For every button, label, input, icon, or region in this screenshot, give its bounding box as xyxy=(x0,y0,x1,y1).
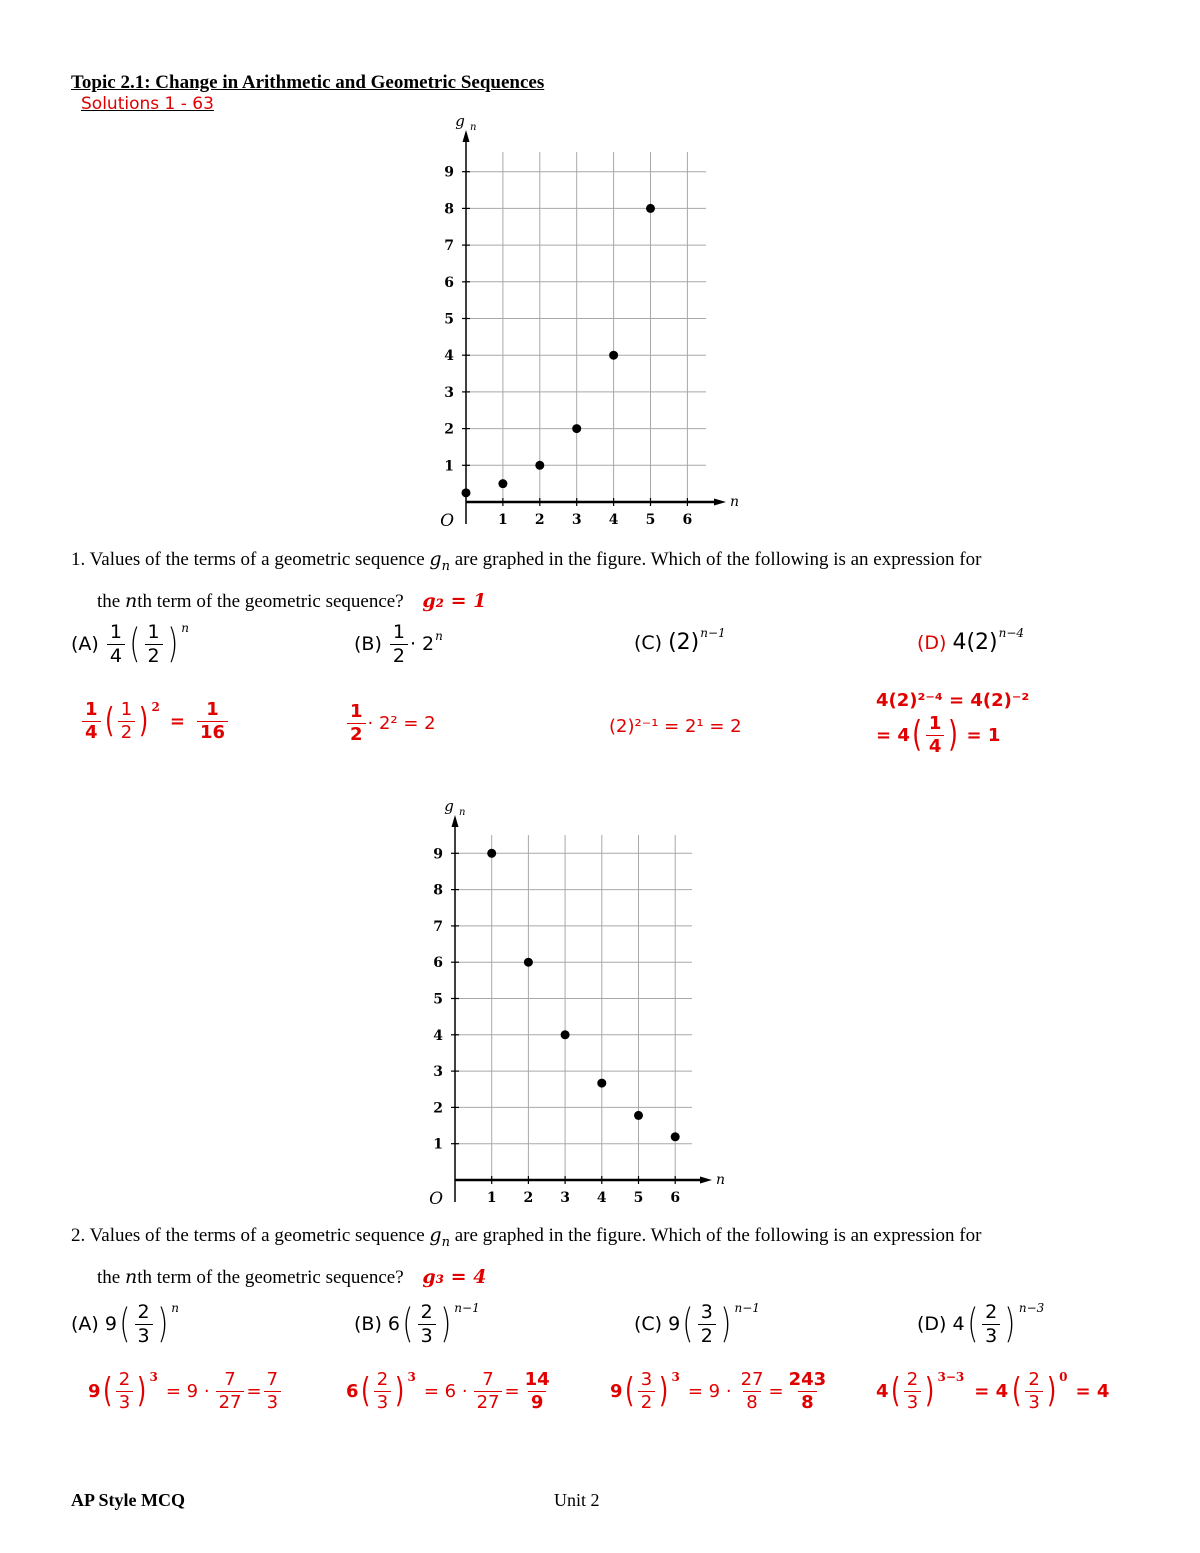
data-point xyxy=(487,849,496,858)
x-axis-label: n xyxy=(716,1172,726,1188)
x-tick-label: 5 xyxy=(633,1190,644,1206)
y-tick-label: 4 xyxy=(433,1027,443,1044)
x-axis-arrow xyxy=(700,1177,712,1184)
exponent: n−4 xyxy=(998,625,1025,640)
frac-den: 3 xyxy=(374,1391,391,1413)
data-point xyxy=(498,479,507,488)
y-tick-label: 8 xyxy=(433,882,443,899)
y-axis-arrow xyxy=(463,130,470,142)
q1-gn-symbol: $g_n$ xyxy=(429,548,450,574)
solution-text: · 2² = 2 xyxy=(367,712,436,734)
frac-num: 2 xyxy=(420,1301,433,1323)
exponent: 3 xyxy=(149,1370,158,1385)
frac-den: 3 xyxy=(904,1391,921,1413)
q1-choice-c[interactable] xyxy=(634,625,726,655)
exponent: n−1 xyxy=(734,1301,760,1316)
expr-coef: 4 xyxy=(952,1313,965,1336)
q1-solution-b: $\frac{1}{2}$ · 2² = 2 xyxy=(345,702,436,745)
x-tick-label: 2 xyxy=(523,1190,534,1206)
frac-num: 1 xyxy=(392,621,405,643)
x-tick-label: 2 xyxy=(534,512,545,528)
expr-coef: 6 xyxy=(387,1313,400,1336)
data-point xyxy=(609,351,618,360)
data-point xyxy=(572,424,581,433)
q1-solution-c xyxy=(609,716,742,737)
y-tick-label: 9 xyxy=(433,846,443,863)
frac-num: 3 xyxy=(640,1369,653,1390)
q1-solution-d-line-1 xyxy=(876,690,1029,711)
q2-solution-c: 9 ( $\frac{3}{2}$ ) $^3$ = 9 · $\frac{27}{8}$ = $\frac{243}{8}$ xyxy=(610,1370,831,1413)
frac-num: 14 xyxy=(524,1369,550,1390)
solution-text: (2)²⁻¹ = 2¹ = 2 xyxy=(609,716,742,737)
frac-num: 7 xyxy=(224,1369,236,1390)
frac-den: 4 xyxy=(107,644,125,667)
data-point xyxy=(646,204,655,213)
sol-end: = 4 xyxy=(1075,1380,1110,1402)
q1-text-c: the xyxy=(97,590,121,612)
x-tick-label: 3 xyxy=(560,1190,570,1206)
frac-num: 3 xyxy=(700,1301,713,1323)
x-axis-arrow xyxy=(714,499,726,506)
y-tick-label: 2 xyxy=(433,1100,443,1117)
footer-left: AP Style MCQ xyxy=(71,1490,185,1510)
sol-mid: = 9 · xyxy=(687,1380,732,1402)
frac-num: 243 xyxy=(788,1369,827,1390)
data-point xyxy=(597,1079,606,1088)
choice-label: (A) xyxy=(71,1313,99,1336)
exponent: 3 xyxy=(407,1370,416,1385)
choice-label: (C) xyxy=(634,1313,663,1336)
data-point xyxy=(535,461,544,470)
expr-coef: 9 xyxy=(104,1313,117,1336)
y-tick-label: 8 xyxy=(444,201,454,218)
expr-rest: · 2 xyxy=(409,633,435,656)
exponent: n−1 xyxy=(700,625,726,640)
title-text: Topic 2.1: Change in Arithmetic and Geometric Sequences xyxy=(71,72,545,93)
y-tick-label: 7 xyxy=(433,918,443,935)
y-tick-label: 2 xyxy=(444,421,454,438)
y-tick-label: 1 xyxy=(433,1136,443,1153)
q1-solution-d-line-2: = 4 ( $\frac{1}{4}$ ) = 1 xyxy=(876,713,1001,757)
q1-given-value: g₂ = 1 xyxy=(422,589,487,612)
expr-coef: 4 xyxy=(952,630,967,655)
data-point xyxy=(524,958,533,967)
sol-coef: 9 xyxy=(610,1380,623,1402)
data-point xyxy=(462,488,471,497)
sol-coef: 9 xyxy=(88,1380,101,1402)
equals: = xyxy=(169,710,185,732)
choice-label: (A) xyxy=(71,633,99,656)
q2-text-b: are graphed in the figure. Which of the following is an expression for xyxy=(454,1225,982,1246)
frac-num: 1 xyxy=(206,699,219,720)
sol-mid: = 6 · xyxy=(423,1380,468,1402)
page-title xyxy=(71,72,544,114)
y-tick-label: 6 xyxy=(433,955,443,972)
x-tick-label: 6 xyxy=(670,1190,681,1206)
choice-label: (C) xyxy=(634,631,663,654)
frac-den: 8 xyxy=(743,1391,760,1413)
exponent: 3−3 xyxy=(937,1370,965,1385)
solution-text: = 1 xyxy=(966,724,1001,746)
frac-num: 2 xyxy=(906,1369,919,1390)
data-point xyxy=(561,1030,570,1039)
expr-base: (2) xyxy=(668,630,700,655)
y-tick-label: 1 xyxy=(444,458,454,475)
frac-den: 3 xyxy=(418,1324,436,1347)
q1-text-b: are graphed in the figure. Which of the following is an expression for xyxy=(454,549,982,570)
frac-den: 2 xyxy=(698,1324,716,1347)
frac-num: 2 xyxy=(985,1301,998,1323)
y-tick-label: 4 xyxy=(444,348,454,365)
x-tick-label: 5 xyxy=(645,512,656,528)
frac-den: 16 xyxy=(197,721,228,743)
data-point xyxy=(671,1132,680,1141)
frac-num: 2 xyxy=(137,1301,150,1323)
frac-den: 2 xyxy=(390,644,408,667)
exponent: n xyxy=(435,629,443,644)
y-tick-label: 5 xyxy=(444,311,454,328)
frac-den: 3 xyxy=(982,1324,1000,1347)
graph-2 xyxy=(415,795,745,1210)
q2-given-value: g₃ = 4 xyxy=(422,1265,487,1288)
question-1 xyxy=(71,542,981,619)
exponent: n xyxy=(171,1301,179,1316)
sol-mid: = 9 · xyxy=(165,1380,210,1402)
q2-gn-symbol: $g_n$ xyxy=(429,1224,450,1250)
y-tick-label: 3 xyxy=(433,1064,443,1081)
frac-num: 27 xyxy=(740,1369,764,1390)
x-tick-label: 4 xyxy=(608,512,619,528)
y-tick-label: 5 xyxy=(433,991,443,1008)
choice-label-correct: (D) xyxy=(917,631,947,654)
origin-label: O xyxy=(429,1189,443,1209)
frac-num: 1 xyxy=(109,621,122,643)
y-axis-subscript: n xyxy=(459,807,466,818)
q2-choice-a[interactable]: (A) 9 ( $\frac{2}{3}$ ) $^n$ xyxy=(71,1301,179,1348)
q2-text-d: th term of the geometric sequence? xyxy=(137,1266,404,1288)
y-axis-label: g xyxy=(444,797,454,815)
exponent: n−1 xyxy=(454,1301,480,1316)
q2-choice-b[interactable]: (B) 6 ( $\frac{2}{3}$ ) $^{n-1}$ xyxy=(354,1301,480,1348)
q2-n-symbol: n xyxy=(124,1265,138,1288)
solutions-range: Solutions 1 - 63 xyxy=(81,94,214,114)
frac-den: 3 xyxy=(135,1324,153,1347)
q2-choice-d[interactable]: (D) 4 ( $\frac{2}{3}$ ) $^{n-3}$ xyxy=(917,1301,1045,1348)
y-tick-label: 6 xyxy=(444,274,454,291)
q1-text-d: th term of the geometric sequence? xyxy=(137,590,404,612)
y-axis-subscript: n xyxy=(470,122,477,133)
sol-coef: 6 xyxy=(346,1380,359,1402)
question-1-line-1 xyxy=(71,542,981,584)
solution-text: = 4 xyxy=(876,724,910,746)
footer-center: Unit 2 xyxy=(554,1490,600,1510)
exponent: 2 xyxy=(151,700,160,715)
frac-den: 2 xyxy=(638,1391,655,1413)
x-tick-label: 4 xyxy=(596,1190,607,1206)
question-2-line-1 xyxy=(71,1218,981,1260)
frac-num: 7 xyxy=(482,1369,494,1390)
frac-den: 3 xyxy=(116,1391,133,1413)
exponent: n−3 xyxy=(1018,1301,1045,1316)
sol-mid: = 4 xyxy=(974,1380,1009,1402)
q2-text-a: 2. Values of the terms of a geometric sequence xyxy=(71,1225,425,1246)
q2-choice-c[interactable]: (C) 9 ( $\frac{3}{2}$ ) $^{n-1}$ xyxy=(634,1301,760,1348)
exponent: 0 xyxy=(1059,1370,1068,1385)
q2-text-c: the xyxy=(97,1266,121,1288)
solution-text: 4(2)²⁻⁴ = 4(2)⁻² xyxy=(876,690,1030,711)
frac-den: 27 xyxy=(474,1391,503,1413)
choice-label: (B) xyxy=(354,1313,382,1336)
x-tick-label: 3 xyxy=(571,512,582,528)
frac-den: 2 xyxy=(145,644,163,667)
graph-1 xyxy=(415,112,745,532)
frac-num: 2 xyxy=(376,1369,389,1390)
choice-label: (B) xyxy=(354,633,382,656)
sol-coef: 4 xyxy=(876,1380,889,1402)
frac-num: 1 xyxy=(928,713,942,734)
exponent: 3 xyxy=(671,1370,680,1385)
frac-num: 2 xyxy=(118,1369,131,1390)
question-2-line-2 xyxy=(71,1260,981,1295)
q1-n-symbol: n xyxy=(124,589,138,612)
q2-solution-d: 4 ( $\frac{2}{3}$ ) $^{3-3}$ = 4 ( $\frac{2}{3}$ ) $^0$ = 4 xyxy=(876,1369,1110,1413)
frac-num: 7 xyxy=(266,1369,279,1390)
q2-solution-b: 6 ( $\frac{2}{3}$ ) $^3$ = 6 · $\frac{7}{27}$ = $\frac{14}{9}$ xyxy=(346,1370,555,1413)
x-axis-label: n xyxy=(730,494,740,510)
expr-base: (2) xyxy=(966,630,998,655)
x-tick-label: 6 xyxy=(682,512,693,528)
y-tick-label: 9 xyxy=(444,164,454,181)
frac-den: 8 xyxy=(798,1391,817,1413)
choice-label: (D) xyxy=(917,1313,947,1336)
q2-solution-a: 9 ( $\frac{2}{3}$ ) $^3$ = 9 · $\frac{7}{27}$ = $\frac{7}{3}$ xyxy=(88,1370,283,1413)
frac-den: 9 xyxy=(528,1391,547,1413)
frac-den: 3 xyxy=(1025,1391,1042,1413)
frac-den: 3 xyxy=(264,1391,281,1413)
data-point xyxy=(634,1111,643,1120)
q1-choice-a[interactable]: (A) $\frac{1}{4}$ ( $\frac{1}{2}$ ) $^n$ xyxy=(71,621,189,668)
y-tick-label: 3 xyxy=(444,384,454,401)
expr-coef: 9 xyxy=(668,1313,681,1336)
origin-label: O xyxy=(440,511,454,531)
y-axis-label: g xyxy=(455,112,465,130)
q1-solution-a: $\frac{1}{4}$ ( $\frac{1}{2}$ ) $^2$ = $\frac{1}{16}$ xyxy=(80,700,230,743)
q1-text-a: 1. Values of the terms of a geometric sequence xyxy=(71,549,425,570)
frac-num: 2 xyxy=(1028,1369,1040,1390)
frac-den: 27 xyxy=(216,1391,245,1413)
q1-choice-d[interactable] xyxy=(917,625,1025,655)
frac-num: 1 xyxy=(147,621,160,643)
y-axis-arrow xyxy=(452,815,459,827)
q1-choice-b[interactable] xyxy=(354,622,443,667)
y-tick-label: 7 xyxy=(444,238,454,255)
frac-den: 4 xyxy=(926,735,945,757)
question-1-line-2 xyxy=(71,584,981,619)
exponent: n xyxy=(181,621,189,636)
x-tick-label: 1 xyxy=(498,512,508,528)
question-2 xyxy=(71,1218,981,1295)
x-tick-label: 1 xyxy=(486,1190,497,1206)
